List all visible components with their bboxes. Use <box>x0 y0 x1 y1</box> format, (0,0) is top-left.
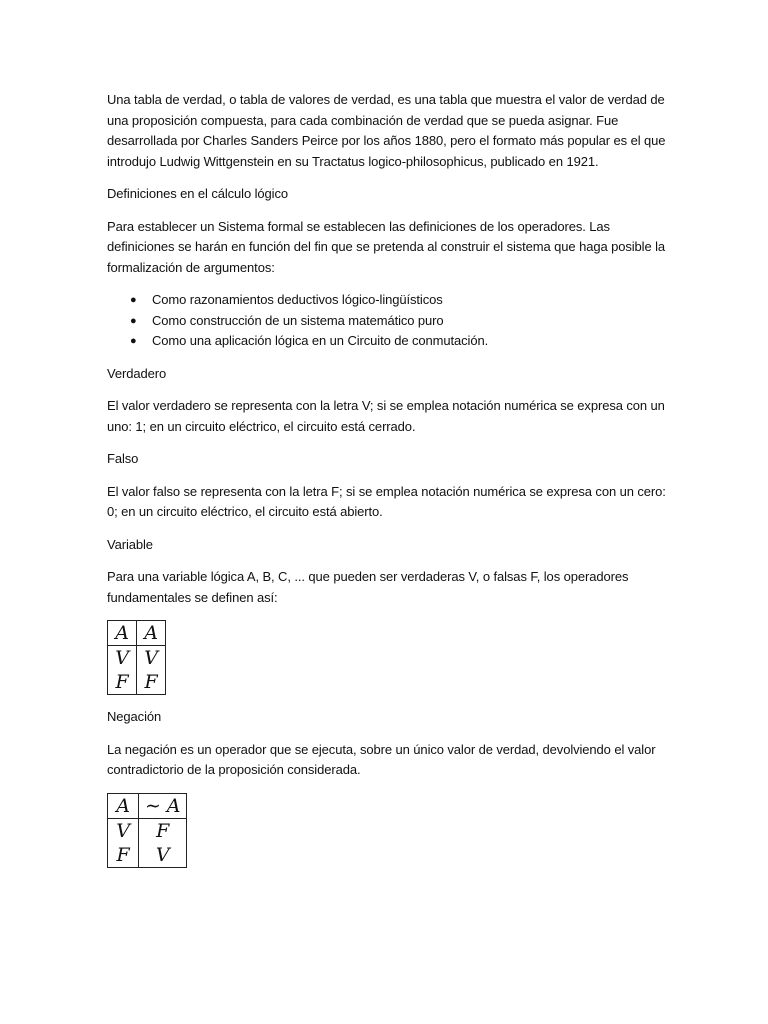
table-header-cell: A <box>137 621 166 646</box>
table-cell: V <box>108 646 137 671</box>
document-page <box>107 90 667 880</box>
list-item-text: Como construcción de un sistema matemático puro <box>152 312 444 328</box>
table-row <box>108 843 187 868</box>
table-header-cell: ∼ A <box>139 793 187 818</box>
table-cell: F <box>139 818 187 843</box>
paragraph-variable: Para una variable lógica A, B, C, ... que pueden ser verdaderas V, o falsas F, los operadores fundamentales se definen así: <box>107 569 629 605</box>
table-row <box>108 646 166 671</box>
list-item-text: Como razonamientos deductivos lógico-lingüísticos <box>152 292 443 307</box>
table-header-cell: A <box>108 621 137 646</box>
bullet-icon: ● <box>130 294 137 306</box>
table-cell: V <box>139 843 187 868</box>
table-row <box>108 818 187 843</box>
heading-variable: Variable <box>107 536 153 552</box>
bullet-icon: ● <box>130 314 137 327</box>
table-cell: F <box>108 843 139 868</box>
heading-verdadero: Verdadero <box>107 365 167 381</box>
table-row <box>108 670 166 695</box>
variable-truth-table <box>107 620 166 695</box>
heading-negacion: Negación <box>107 709 162 724</box>
table-cell: V <box>108 818 139 843</box>
bullet-icon: ● <box>130 335 137 347</box>
paragraph-definiciones: Para establecer un Sistema formal se establecen las definiciones de los operadores. Las definiciones se harán en función del fin que se pretenda al construir el sistema que haga posible la formalización de argumentos: <box>107 218 666 275</box>
table-header-row <box>108 793 187 818</box>
paragraph-falso: El valor falso se representa con la letra F; si se emplea notación numérica se expresa con un cero: 0; en un circuito eléctrico, el circuito está abierto. <box>107 483 666 519</box>
heading-falso: Falso <box>107 451 139 466</box>
paragraph-negacion: La negación es un operador que se ejecuta, sobre un único valor de verdad, devolviendo el valor contradictorio de la proposición considerada. <box>107 741 656 777</box>
list-item-text: Como una aplicación lógica en un Circuito de conmutación. <box>152 333 489 348</box>
definiciones-bullet-list <box>107 290 667 352</box>
list-item <box>107 311 667 332</box>
list-item <box>107 290 667 311</box>
table-cell: F <box>108 670 137 695</box>
list-item <box>107 331 667 352</box>
table-header-cell: A <box>108 793 139 818</box>
table-header-row <box>108 621 166 646</box>
paragraph-verdadero: El valor verdadero se representa con la letra V; si se emplea notación numérica se expresa con un uno: 1; en un circuito eléctrico, el circuito está cerrado. <box>107 398 665 434</box>
table-cell: F <box>137 670 166 695</box>
intro-paragraph: Una tabla de verdad, o tabla de valores de verdad, es una tabla que muestra el valor de verdad de una proposición compuesta, para cada combinación de verdad que se pueda asignar. Fue desarrollada por Charles Sanders Peirce por los años 1880, pero el formato más popular es el que introdujo Ludwig Wittgenstein en su Tractatus logico-philosophicus, publicado en 1921. <box>107 92 666 169</box>
heading-definiciones: Definiciones en el cálculo lógico <box>107 186 288 201</box>
negation-truth-table <box>107 793 187 868</box>
table-cell: V <box>137 646 166 671</box>
